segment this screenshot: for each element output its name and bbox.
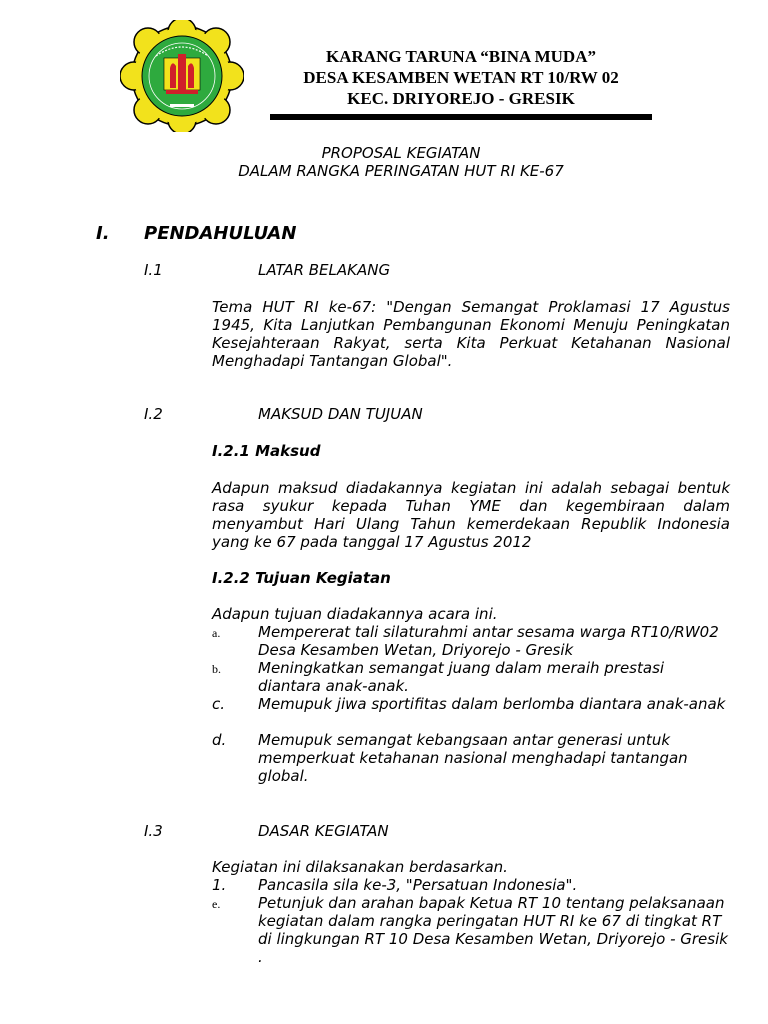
subsection-number-3: I.3 (144, 822, 163, 840)
letterhead-line-district: KEC. DRIYOREJO - GRESIK (347, 89, 575, 108)
list-marker: c. (212, 695, 226, 713)
tujuan-list-item (212, 695, 730, 713)
list-item-text: Pancasila sila ke-3, "Persatuan Indonesia". (258, 876, 578, 894)
karang-taruna-logo-icon (120, 20, 244, 132)
letterhead (270, 46, 652, 109)
list-marker: e. (212, 897, 221, 911)
title-line-2: DALAM RANGKA PERINGATAN HUT RI KE-67 (238, 162, 564, 180)
subsection-title-2: MAKSUD DAN TUJUAN (258, 405, 423, 423)
letterhead-divider (270, 114, 652, 120)
list-marker: a. (212, 626, 221, 640)
maksud-paragraph: Adapun maksud diadakannya kegiatan ini adalah sebagai bentuk rasa syukur kepada Tuhan YME dan kegembiraan dalam menyambut Hari Ulang Tahun kemerdekaan Republik Indonesia yang ke 67 pada tanggal 17 Agustus 2012 (212, 479, 730, 551)
section-title: PENDAHULUAN (144, 223, 297, 244)
subsection-number-2: I.2 (144, 405, 163, 423)
dasar-list-item (212, 894, 730, 966)
tujuan-heading: I.2.2 Tujuan Kegiatan (212, 569, 391, 587)
list-item-text: Mempererat tali silaturahmi antar sesama warga RT10/RW02 Desa Kesamben Wetan, Driyorejo - Gresik (258, 623, 719, 659)
list-item-text: Meningkatkan semangat juang dalam meraih prestasi diantara anak-anak. (258, 659, 665, 695)
subsection-number-1: I.1 (144, 261, 163, 279)
tujuan-list-item (212, 659, 730, 695)
dasar-intro: Kegiatan ini dilaksanakan berdasarkan. (212, 858, 508, 876)
list-item-text: Memupuk semangat kebangsaan antar generasi untuk memperkuat ketahanan nasional menghadapi tantangan global. (258, 731, 688, 785)
document-title (200, 144, 602, 180)
list-item-text: Memupuk jiwa sportifitas dalam berlomba diantara anak-anak (258, 695, 726, 713)
dasar-list-item (212, 876, 730, 894)
latar-belakang-paragraph: Tema HUT RI ke-67: "Dengan Semangat Proklamasi 17 Agustus 1945, Kita Lanjutkan Pembangunan Ekonomi Menuju Peningkatan Kesejahteraan Rakyat, serta Kita Perkuat Ketahanan Nasional Menghadapi Tantangan Global". (212, 298, 730, 370)
subsection-title-1: LATAR BELAKANG (258, 261, 391, 279)
subsection-title-3: DASAR KEGIATAN (258, 822, 389, 840)
list-marker: 1. (212, 876, 227, 894)
title-line-1: PROPOSAL KEGIATAN (321, 144, 481, 162)
list-item-text: Petunjuk dan arahan bapak Ketua RT 10 tentang pelaksanaan kegiatan dalam rangka peringatan HUT RI ke 67 di tingkat RT di lingkungan RT 10 Desa Kesamben Wetan, Driyorejo - Gresik . (258, 894, 728, 966)
tujuan-list-item (212, 731, 730, 785)
list-marker: b. (212, 662, 221, 676)
section-number: I. (96, 223, 110, 244)
letterhead-line-organization: KARANG TARUNA “BINA MUDA” (326, 47, 596, 66)
letterhead-line-village: DESA KESAMBEN WETAN RT 10/RW 02 (303, 68, 619, 87)
list-marker: d. (212, 731, 227, 749)
tujuan-intro: Adapun tujuan diadakannya acara ini. (212, 605, 498, 623)
tujuan-list-item (212, 623, 730, 659)
maksud-heading: I.2.1 Maksud (212, 442, 321, 460)
